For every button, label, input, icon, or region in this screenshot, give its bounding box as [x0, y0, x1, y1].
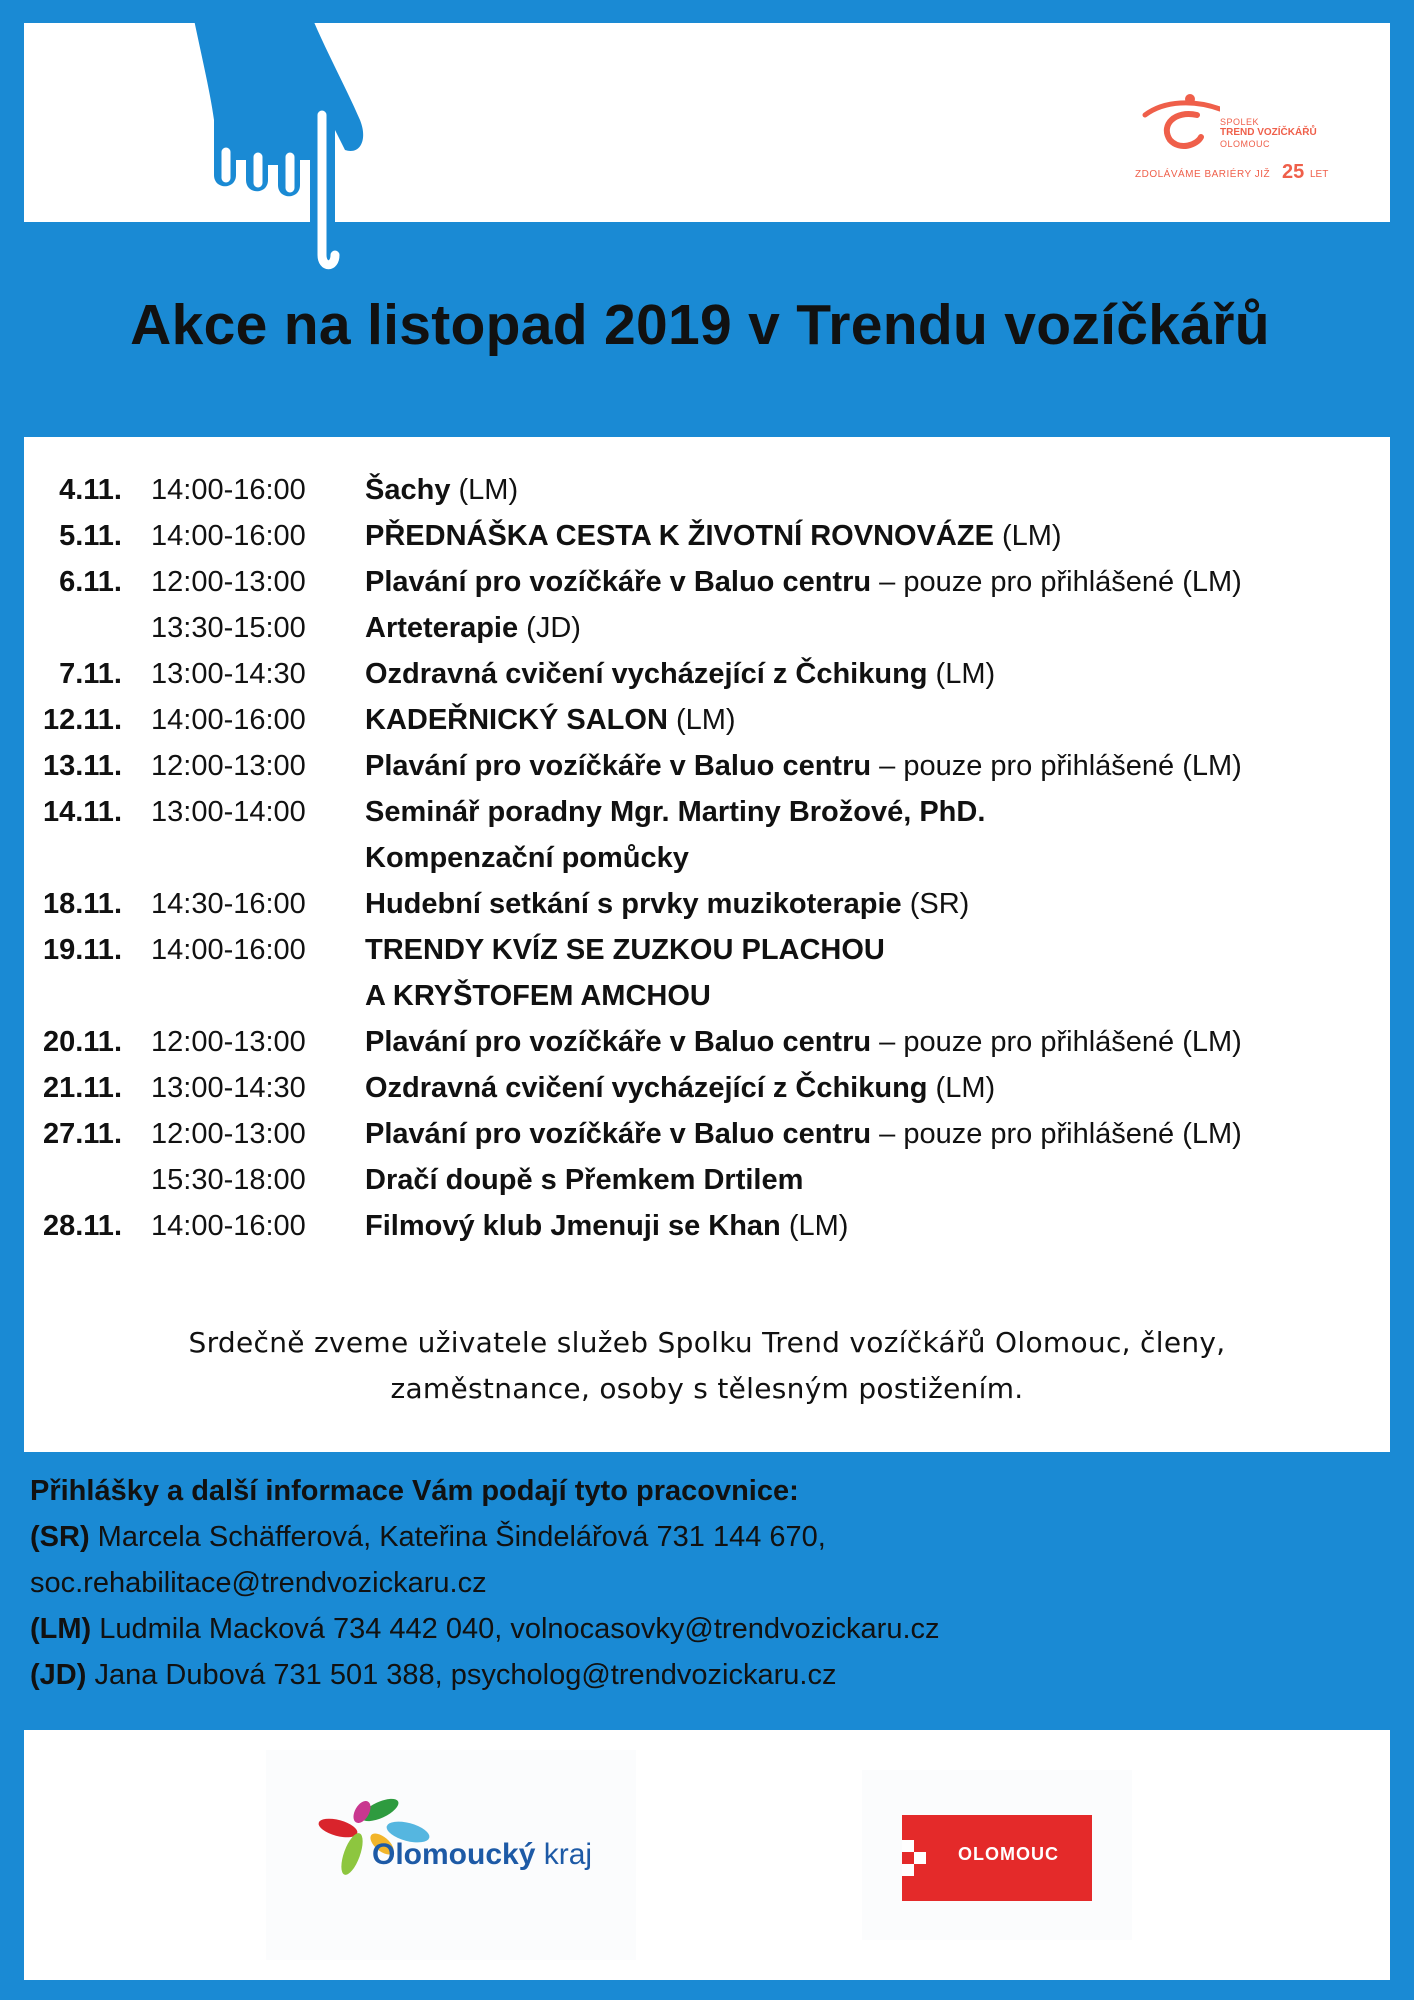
org-logo-years-suffix: LET [1310, 169, 1329, 180]
schedule-date: 28.11. [42, 1210, 122, 1242]
schedule-event [365, 704, 736, 737]
schedule-row [0, 838, 1414, 884]
contact-sr [30, 1521, 1390, 1567]
schedule-event-note: – pouze pro přihlášené (LM) [871, 566, 1242, 598]
schedule-time: 13:00-14:30 [151, 658, 306, 690]
schedule-row [0, 1114, 1414, 1160]
schedule-event-title: PŘEDNÁŠKA CESTA K ŽIVOTNÍ ROVNOVÁZE [365, 520, 994, 552]
schedule-row [0, 654, 1414, 700]
schedule-date: 5.11. [59, 520, 122, 552]
contact-sr-text: Marcela Schäfferová, Kateřina Šindelářová 731 144 670, [89, 1521, 826, 1553]
schedule-time: 14:00-16:00 [151, 934, 306, 966]
schedule-event [365, 612, 581, 645]
schedule-event [365, 520, 1062, 553]
contact-sr-code: (SR) [30, 1521, 90, 1553]
schedule-event-title: Ozdravná cvičení vycházející z Čchikung [365, 658, 928, 690]
schedule-event-title: Hudební setkání s prvky muzikoterapie [365, 888, 902, 920]
schedule-event-note: (LM) [780, 1210, 849, 1242]
contact-sr-email-text[interactable]: soc.rehabilitace@trendvozickaru.cz [30, 1567, 487, 1599]
olomouc-city-logo [862, 1770, 1132, 1940]
schedule-time: 13:00-14:00 [151, 796, 306, 828]
schedule-event-title: Dračí doupě s Přemkem Drtilem [365, 1164, 804, 1196]
schedule-row [0, 1206, 1414, 1252]
schedule-event-title: Plavání pro vozíčkáře v Baluo centru [365, 750, 872, 782]
schedule-time: 12:00-13:00 [151, 1118, 306, 1150]
schedule-event-note: (SR) [901, 888, 970, 920]
schedule-event [365, 1118, 1242, 1151]
schedule-date: 19.11. [42, 934, 122, 966]
schedule-event [365, 658, 995, 691]
sponsors-panel [24, 1730, 1390, 1980]
org-logo [1135, 85, 1355, 195]
schedule-event-title: Šachy [365, 474, 451, 506]
contacts-heading-text: Přihlášky a další informace Vám podají tyto pracovnice: [30, 1475, 799, 1507]
schedule-event-title: Plavání pro vozíčkáře v Baluo centru [365, 566, 872, 598]
schedule-event-note: (LM) [993, 520, 1062, 552]
schedule-event [365, 1164, 803, 1197]
schedule-row [0, 608, 1414, 654]
schedule-date: 6.11. [59, 566, 122, 598]
schedule-time: 14:00-16:00 [151, 520, 306, 552]
org-logo-years: 25 [1282, 161, 1305, 183]
schedule-time: 12:00-13:00 [151, 750, 306, 782]
schedule-date: 14.11. [42, 796, 122, 828]
contact-jd-text: Jana Dubová 731 501 388, psycholog@trendvozickaru.cz [86, 1659, 837, 1691]
schedule-time: 14:00-16:00 [151, 704, 306, 736]
schedule-event-note: – pouze pro přihlášené (LM) [871, 1118, 1242, 1150]
schedule-event-title: KADEŘNICKÝ SALON [365, 704, 668, 736]
schedule-date: 4.11. [59, 474, 122, 506]
contact-sr-email[interactable] [30, 1567, 1390, 1613]
schedule-row [0, 700, 1414, 746]
schedule-time: 13:00-14:30 [151, 1072, 306, 1104]
wheelchair-logo-icon [1135, 85, 1220, 155]
schedule-row [0, 792, 1414, 838]
schedule-event-title: Ozdravná cvičení vycházející z Čchikung [365, 1072, 928, 1104]
schedule-event-title: TRENDY KVÍZ SE ZUZKOU PLACHOU [365, 934, 885, 966]
schedule-time: 12:00-13:00 [151, 1026, 306, 1058]
schedule-date: 7.11. [59, 658, 122, 690]
schedule-row [0, 562, 1414, 608]
schedule-event [365, 842, 689, 875]
schedule-time: 13:30-15:00 [151, 612, 306, 644]
schedule-time: 14:30-16:00 [151, 888, 306, 920]
schedule-row [0, 930, 1414, 976]
schedule-event-title: Plavání pro vozíčkáře v Baluo centru [365, 1026, 872, 1058]
org-logo-line1: SPOLEK [1220, 117, 1260, 127]
schedule-row [0, 516, 1414, 562]
contact-jd [30, 1659, 1390, 1705]
schedule-event-note: (LM) [927, 658, 996, 690]
schedule-date: 21.11. [42, 1072, 122, 1104]
org-logo-line3: OLOMOUC [1220, 139, 1271, 149]
schedule-row [0, 1160, 1414, 1206]
schedule-event-note: (JD) [518, 612, 581, 644]
schedule-event [365, 1210, 848, 1243]
schedule-row [0, 470, 1414, 516]
schedule-event-title: Arteterapie [365, 612, 519, 644]
invitation-line-1: Srdečně zveme uživatele služeb Spolku Trend vozíčkářů Olomouc, členy, [188, 1326, 1226, 1359]
schedule-date: 18.11. [42, 888, 122, 920]
contact-jd-code: (JD) [30, 1659, 87, 1691]
schedule-row [0, 1068, 1414, 1114]
contacts-section [30, 1475, 1390, 1705]
schedule-event [365, 750, 1242, 783]
schedule-event-title: Plavání pro vozíčkáře v Baluo centru [365, 1118, 872, 1150]
schedule-event [365, 566, 1242, 599]
schedule-event [365, 474, 518, 507]
schedule-event-title: Kompenzační pomůcky [365, 842, 689, 874]
schedule-time: 12:00-13:00 [151, 566, 306, 598]
schedule-event-title: Seminář poradny Mgr. Martiny Brožové, PhD. [365, 796, 986, 828]
schedule-row [0, 884, 1414, 930]
schedule-event-title: Filmový klub Jmenuji se Khan [365, 1210, 781, 1242]
schedule-date: 20.11. [42, 1026, 122, 1058]
schedule-time: 14:00-16:00 [151, 1210, 306, 1242]
org-logo-tagline: ZDOLÁVÁME BARIÉRY JIŽ [1135, 169, 1271, 180]
schedule-event-note: (LM) [450, 474, 519, 506]
org-logo-line2: TREND VOZÍČKÁŘŮ [1220, 127, 1317, 138]
olomoucky-kraj-logo [266, 1750, 636, 1960]
schedule-event [365, 934, 885, 967]
kraj-wordmark-rest: kraj [535, 1838, 593, 1871]
schedule-event [365, 888, 969, 921]
schedule-date: 12.11. [42, 704, 122, 736]
schedule-row [0, 746, 1414, 792]
schedule-event-note: (LM) [927, 1072, 996, 1104]
contact-lm-code: (LM) [30, 1613, 92, 1645]
checker-icon [902, 1840, 942, 1880]
kraj-wordmark-bold: Olomoucký [372, 1838, 536, 1871]
kraj-wordmark [372, 1838, 592, 1872]
schedule-row [0, 976, 1414, 1022]
schedule-event [365, 796, 985, 829]
invitation-line-2: zaměstnance, osoby s tělesným postižením. [390, 1372, 1024, 1405]
page-title: Akce na listopad 2019 v Trendu vozíčkářů [130, 293, 1270, 357]
schedule-date: 27.11. [42, 1118, 122, 1150]
pointing-hand-icon [160, 0, 370, 285]
schedule-list [0, 470, 1414, 1252]
schedule-event-note: – pouze pro přihlášené (LM) [871, 1026, 1242, 1058]
olomouc-wordmark: OLOMOUC [958, 1844, 1059, 1864]
schedule-event-note: – pouze pro přihlášené (LM) [871, 750, 1242, 782]
schedule-time: 14:00-16:00 [151, 474, 306, 506]
schedule-event [365, 1072, 995, 1105]
contacts-heading [30, 1475, 1390, 1521]
schedule-event-title: A KRYŠTOFEM AMCHOU [365, 980, 711, 1012]
schedule-event [365, 980, 711, 1013]
schedule-event [365, 1026, 1242, 1059]
schedule-time: 15:30-18:00 [151, 1164, 306, 1196]
contact-lm [30, 1613, 1390, 1659]
contact-lm-text: Ludmila Macková 734 442 040, volnocasovky@trendvozickaru.cz [91, 1613, 940, 1645]
schedule-event-note: (LM) [667, 704, 736, 736]
schedule-date: 13.11. [42, 750, 122, 782]
invitation-text [24, 1320, 1390, 1412]
schedule-row [0, 1022, 1414, 1068]
